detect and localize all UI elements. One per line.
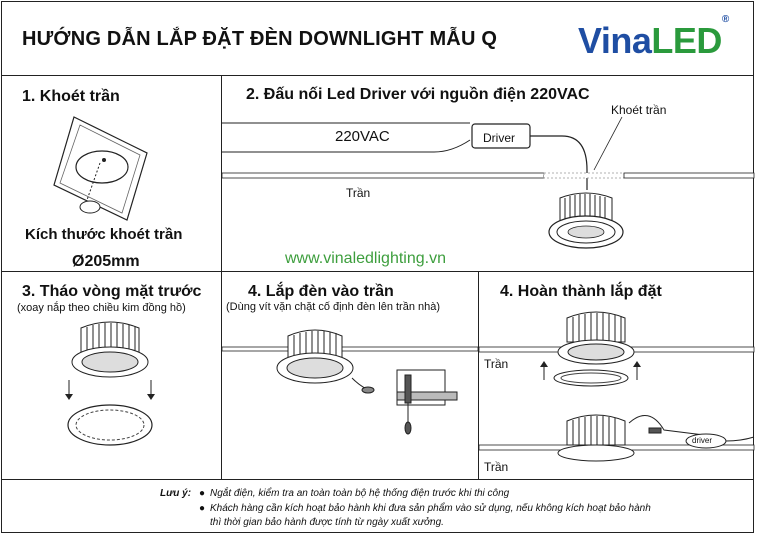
cutout-label: Khoét trần [611, 103, 667, 117]
brand-logo [578, 14, 729, 62]
step3-title: 3. Tháo vòng mặt trước [22, 283, 202, 300]
row-divider [1, 271, 754, 272]
installation-complete-illustration [479, 305, 754, 475]
notes-divider [1, 479, 754, 480]
note-line-1: Ngắt điện, kiểm tra an toàn toàn bộ hệ thống điện trước khi thi công [210, 488, 510, 499]
cutout-size-caption: Kích thước khoét trần [25, 226, 183, 243]
driver-label-small: driver [692, 436, 713, 445]
note-line-3: thì thời gian bảo hành được tính từ ngày xuất xưởng. [210, 517, 444, 528]
ceiling-cutout-illustration [52, 115, 152, 225]
step2-title: 2. Đấu nối Led Driver với nguồn điện 220VAC [246, 86, 590, 103]
ceiling-label-bottom: Trần [484, 460, 509, 474]
wiring-diagram [222, 100, 754, 270]
step1-title: 1. Khoét trần [22, 88, 120, 105]
step5-title: 4. Hoàn thành lắp đặt [500, 283, 662, 300]
header-divider [1, 75, 754, 76]
step4-title: 4. Lắp đèn vào trần [248, 283, 394, 300]
note-line-2: Khách hàng cần kích hoạt bảo hành khi đưa sản phẩm vào sử dụng, nếu không kích hoạt bảo hành [210, 503, 651, 514]
bullet-icon: ● [199, 503, 206, 514]
remove-front-ring-illustration [55, 320, 165, 470]
ceiling-label-top: Trần [484, 357, 509, 371]
logo-registered-mark: ® [721, 14, 729, 25]
mount-lamp-illustration [222, 318, 478, 468]
page-title: HƯỚNG DẪN LẮP ĐẶT ĐÈN DOWNLIGHT MẪU Q [22, 28, 498, 50]
bullet-icon: ● [199, 488, 206, 499]
notes-label: Lưu ý: [160, 488, 192, 499]
ceiling-label: Trần [346, 186, 371, 200]
cutout-size-value: Ø205mm [72, 253, 140, 270]
website-url[interactable]: www.vinaledlighting.vn [285, 250, 446, 267]
driver-label: Driver [483, 131, 515, 145]
logo-text-led: LED [651, 20, 722, 61]
step4-subtitle: (Dùng vít vặn chặt cố định đèn lên trần nhà) [226, 301, 441, 313]
logo-text-vina: Vina [578, 20, 652, 61]
step3-subtitle: (xoay nắp theo chiều kim đồng hồ) [17, 302, 186, 314]
voltage-label: 220VAC [335, 128, 390, 145]
